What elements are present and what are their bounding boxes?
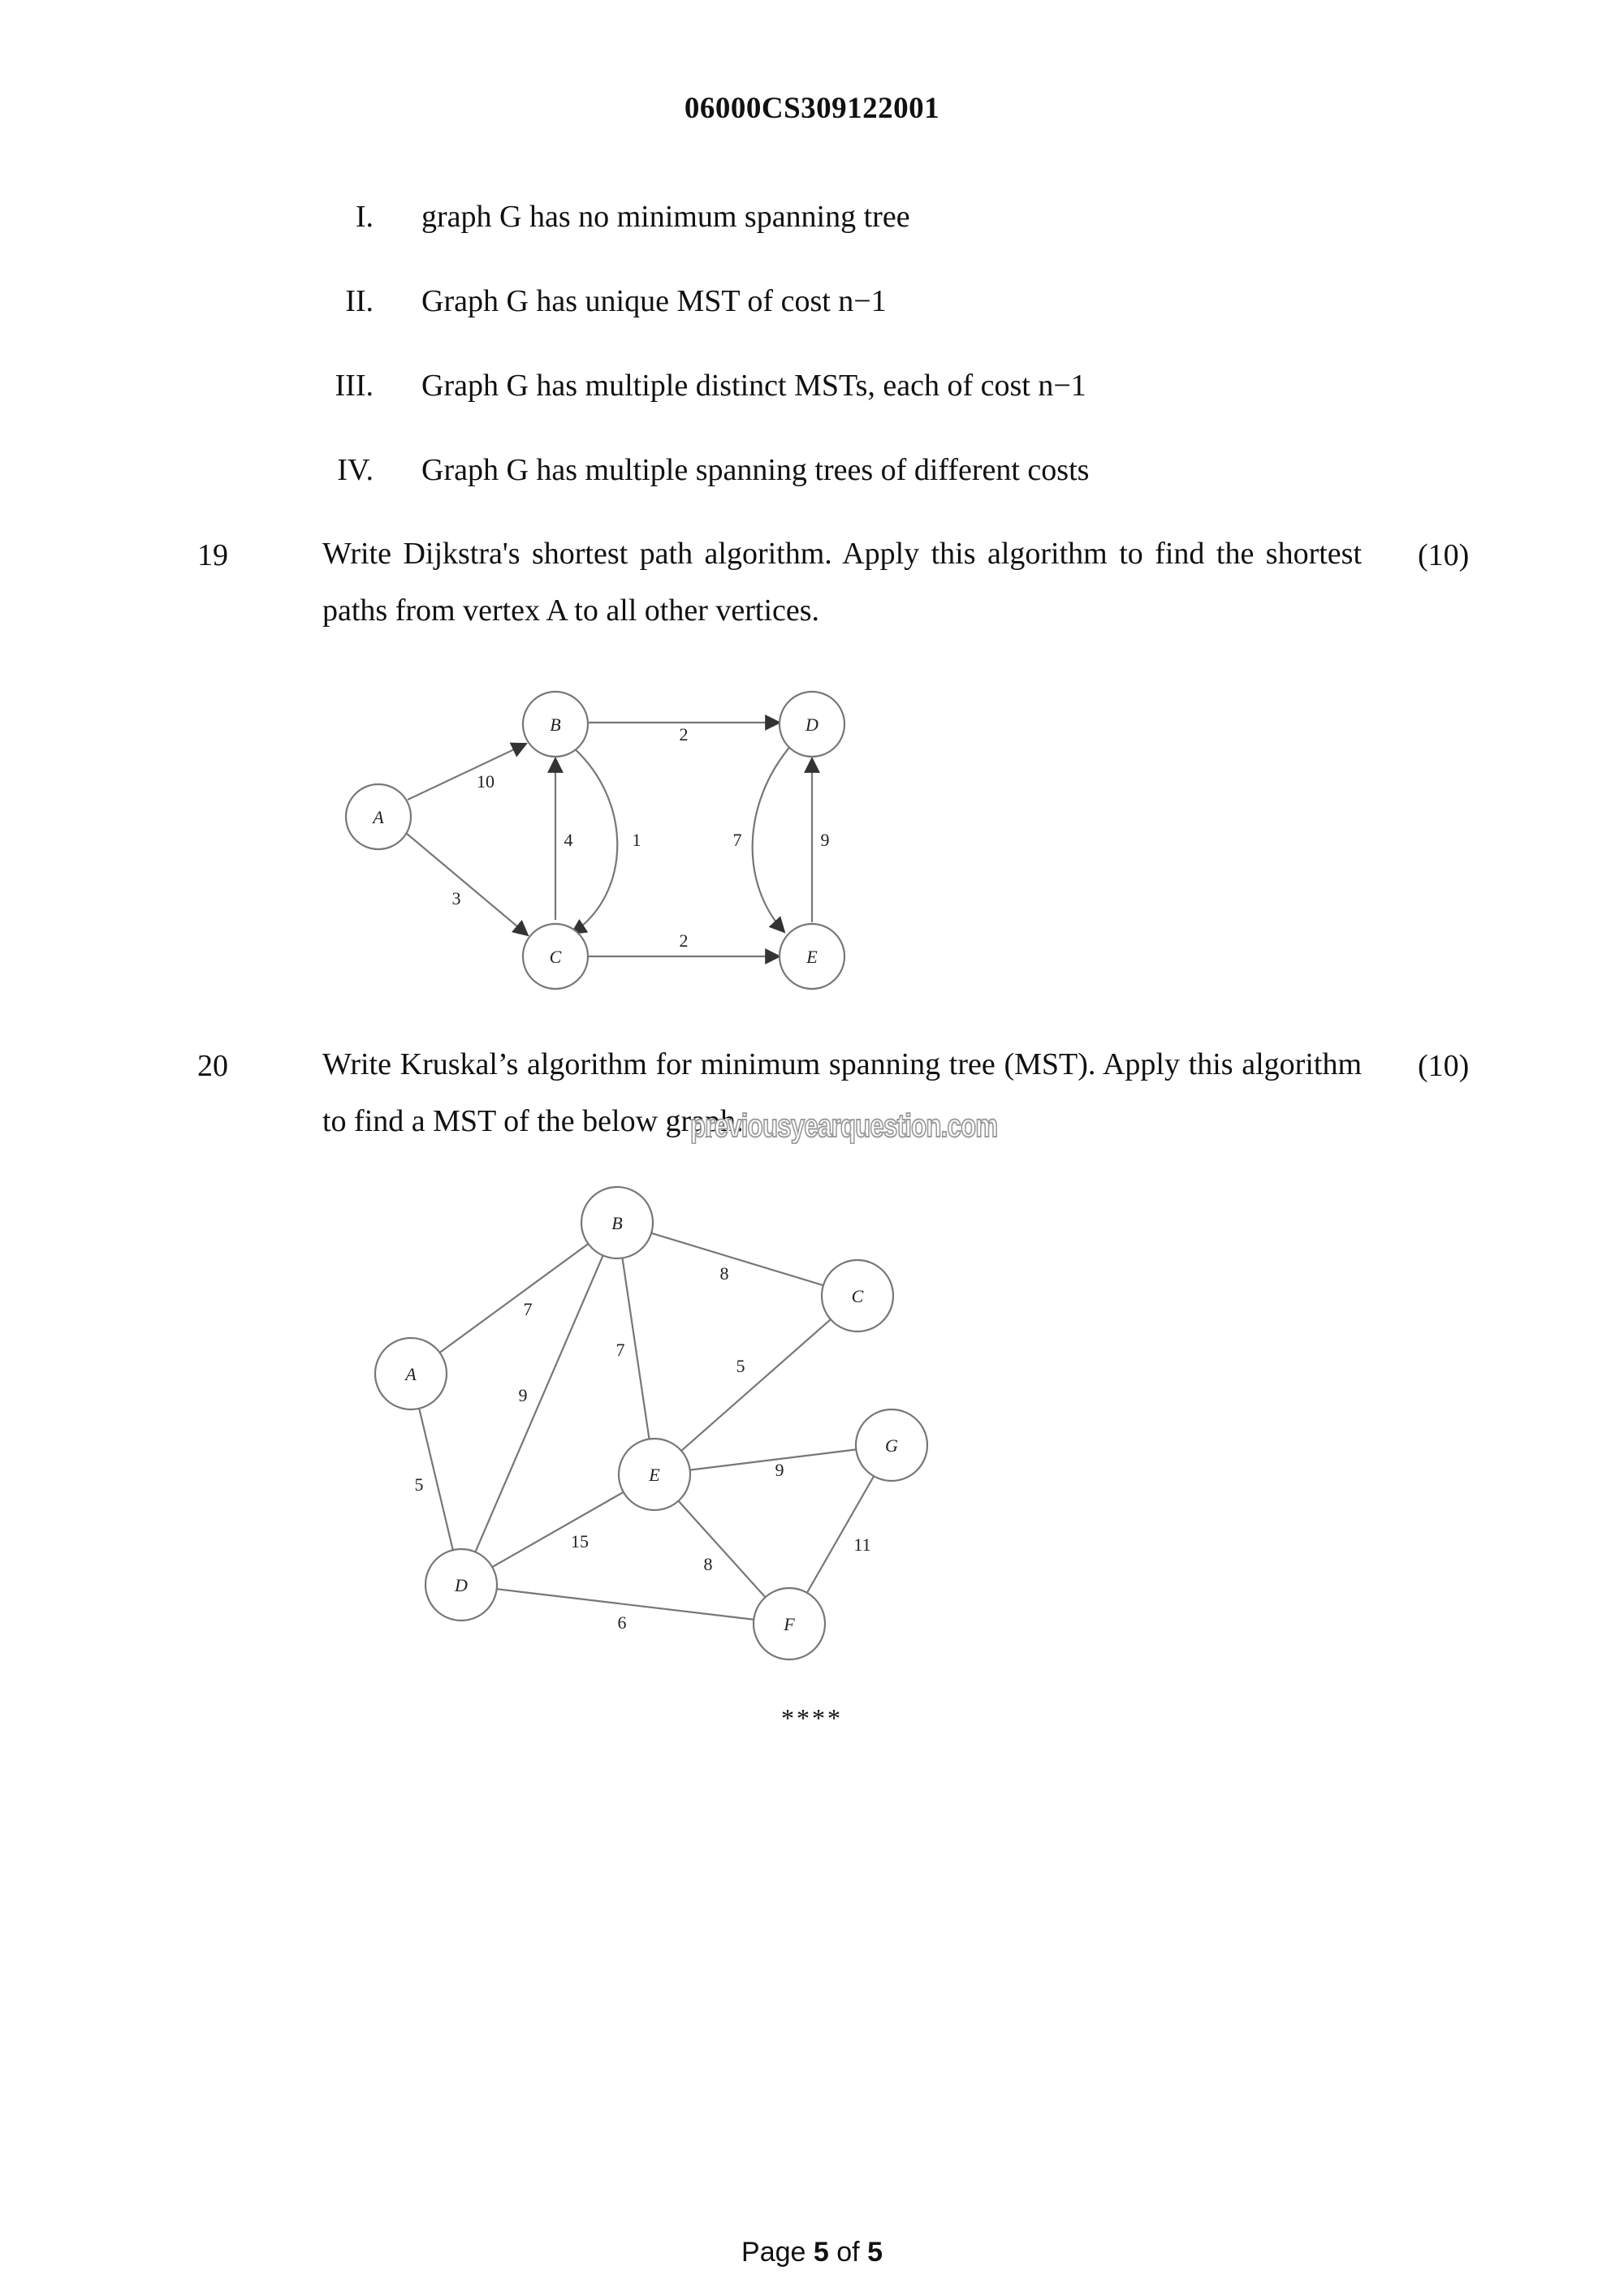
edge-weight: 2 xyxy=(679,930,689,951)
edge-d-e xyxy=(753,744,793,932)
option-number: I. xyxy=(355,200,374,234)
edge-b-c xyxy=(567,742,617,934)
question-text: Write Dijkstra's shortest path algorithm. Apply this algorithm to find the shortest paths from vertex A to all other vertices. xyxy=(322,537,1362,628)
edge-weight: 11 xyxy=(853,1534,871,1555)
edge-weight: 4 xyxy=(564,830,573,850)
footer-mid: of xyxy=(836,2237,860,2268)
option-number: IV. xyxy=(337,453,374,487)
kruskal-graph-diagram xyxy=(357,1177,942,1681)
edge-weight: 9 xyxy=(820,830,830,850)
edge-a-c xyxy=(406,833,528,935)
edge-b-d xyxy=(461,1223,617,1585)
edge-weight: 3 xyxy=(451,888,461,908)
edge-weight: 6 xyxy=(617,1612,627,1633)
edge-weight: 7 xyxy=(732,830,742,850)
exam-code-header: 06000CS309122001 xyxy=(684,92,940,125)
edge-weight: 7 xyxy=(523,1299,533,1319)
question-number: 20 xyxy=(197,1049,228,1083)
edge-weight: 8 xyxy=(703,1554,713,1574)
option-number: II. xyxy=(345,284,374,318)
edge-weight: 2 xyxy=(679,724,689,744)
question-number: 19 xyxy=(197,538,228,572)
node-label: D xyxy=(455,1575,468,1595)
node-label: B xyxy=(611,1213,623,1233)
question-marks: (10) xyxy=(1418,1049,1470,1083)
option-text: graph G has no minimum spanning tree xyxy=(421,200,910,234)
edge-weight: 10 xyxy=(477,771,495,792)
node-label: C xyxy=(851,1286,864,1306)
question-text: Write Kruskal’s algorithm for minimum spanning tree (MST). Apply this algorithm to find a MST of the below graph. xyxy=(322,1047,1362,1138)
option-text: Graph G has multiple distinct MSTs, each of cost n−1 xyxy=(421,369,1086,403)
footer-total-pages: 5 xyxy=(867,2237,883,2268)
edge-a-b xyxy=(411,1223,617,1374)
edge-weight: 5 xyxy=(736,1356,745,1376)
edge-weight: 1 xyxy=(632,830,641,850)
end-of-paper-mark: **** xyxy=(781,1703,843,1733)
edge-c-e xyxy=(654,1296,857,1474)
node-label: A xyxy=(405,1364,417,1384)
edge-weight: 9 xyxy=(775,1460,784,1480)
dijkstra-graph-diagram xyxy=(325,674,877,1015)
node-label: C xyxy=(549,947,562,967)
page-footer xyxy=(0,2237,1624,2268)
node-label: A xyxy=(373,807,384,827)
edge-weight: 5 xyxy=(414,1474,424,1495)
node-label: E xyxy=(806,947,818,967)
question-marks: (10) xyxy=(1418,538,1470,572)
node-label: F xyxy=(784,1614,795,1634)
option-number: III. xyxy=(335,369,374,403)
node-label: D xyxy=(806,714,818,735)
edge-weight: 9 xyxy=(518,1385,528,1405)
node-label: G xyxy=(885,1435,898,1456)
node-label: B xyxy=(550,714,561,735)
edge-weight: 7 xyxy=(615,1340,625,1360)
edge-b-c xyxy=(617,1223,857,1296)
watermark: previousyearquestion.com xyxy=(690,1108,998,1144)
option-text: Graph G has unique MST of cost n−1 xyxy=(421,284,887,318)
node-label: E xyxy=(649,1465,660,1485)
edge-a-b xyxy=(408,744,526,800)
footer-prefix: Page xyxy=(741,2237,806,2268)
edge-weight: 8 xyxy=(719,1263,729,1284)
footer-current-page: 5 xyxy=(813,2237,829,2268)
edge-weight: 15 xyxy=(571,1531,589,1552)
option-text: Graph G has multiple spanning trees of different costs xyxy=(421,453,1090,487)
